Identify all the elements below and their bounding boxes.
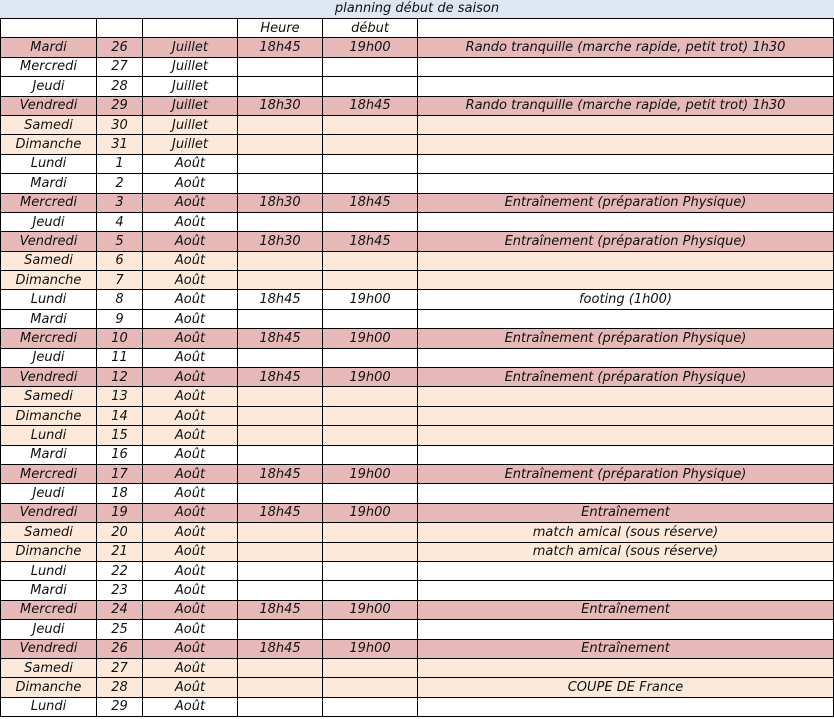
date-number-cell[interactable]: 12 (97, 368, 143, 387)
begin-time-cell[interactable]: 19h00 (323, 503, 418, 522)
activity-cell[interactable]: COUPE DE France (418, 678, 834, 697)
activity-cell[interactable] (418, 484, 834, 503)
begin-time-cell[interactable] (323, 135, 418, 154)
day-cell[interactable]: Mardi (1, 38, 97, 57)
begin-time-cell[interactable] (323, 77, 418, 96)
date-number-cell[interactable]: 23 (97, 581, 143, 600)
activity-cell[interactable]: Entraînement (préparation Physique) (418, 368, 834, 387)
date-number-cell[interactable]: 19 (97, 503, 143, 522)
activity-cell[interactable] (418, 251, 834, 270)
activity-cell[interactable]: Entraînement (préparation Physique) (418, 193, 834, 212)
month-cell[interactable]: Août (143, 658, 238, 677)
schedule-row (1, 348, 834, 367)
header-cell-heure[interactable]: Heure (238, 19, 323, 38)
begin-time-cell[interactable] (323, 620, 418, 639)
day-cell[interactable]: Jeudi (1, 348, 97, 367)
activity-cell[interactable] (418, 620, 834, 639)
schedule-row (1, 115, 834, 134)
activity-cell[interactable] (418, 174, 834, 193)
begin-time-cell[interactable] (323, 484, 418, 503)
month-cell[interactable]: Août (143, 445, 238, 464)
schedule-row (1, 96, 834, 115)
date-number-cell[interactable]: 31 (97, 135, 143, 154)
activity-cell[interactable] (418, 57, 834, 76)
start-time-cell[interactable]: 18h45 (238, 329, 323, 348)
day-cell[interactable]: Jeudi (1, 212, 97, 231)
day-cell[interactable]: Mardi (1, 445, 97, 464)
start-time-cell[interactable]: 18h45 (238, 368, 323, 387)
date-number-cell[interactable]: 6 (97, 251, 143, 270)
activity-cell[interactable] (418, 309, 834, 328)
begin-time-cell[interactable] (323, 174, 418, 193)
schedule-row (1, 329, 834, 348)
activity-cell[interactable] (418, 348, 834, 367)
schedule-row (1, 678, 834, 697)
month-cell[interactable]: Août (143, 561, 238, 580)
day-cell[interactable]: Dimanche (1, 542, 97, 561)
date-number-cell[interactable]: 4 (97, 212, 143, 231)
month-cell[interactable]: Août (143, 232, 238, 251)
start-time-cell[interactable]: 18h45 (238, 38, 323, 57)
month-cell[interactable]: Juillet (143, 115, 238, 134)
begin-time-cell[interactable] (323, 561, 418, 580)
month-cell[interactable]: Juillet (143, 77, 238, 96)
date-number-cell[interactable]: 14 (97, 406, 143, 425)
date-number-cell[interactable]: 13 (97, 387, 143, 406)
activity-cell[interactable]: match amical (sous réserve) (418, 523, 834, 542)
date-number-cell[interactable]: 5 (97, 232, 143, 251)
day-cell[interactable]: Mercredi (1, 193, 97, 212)
schedule-row (1, 639, 834, 658)
schedule-row (1, 212, 834, 231)
begin-time-cell[interactable]: 19h00 (323, 368, 418, 387)
day-cell[interactable]: Mercredi (1, 329, 97, 348)
begin-time-cell[interactable]: 18h45 (323, 96, 418, 115)
header-cell-month[interactable] (143, 19, 238, 38)
start-time-cell[interactable]: 18h45 (238, 639, 323, 658)
activity-cell[interactable] (418, 445, 834, 464)
month-cell[interactable]: Juillet (143, 57, 238, 76)
start-time-cell[interactable] (238, 658, 323, 677)
date-number-cell[interactable]: 28 (97, 678, 143, 697)
begin-time-cell[interactable] (323, 445, 418, 464)
schedule-table (0, 18, 834, 717)
start-time-cell[interactable] (238, 154, 323, 173)
schedule-row (1, 581, 834, 600)
activity-cell[interactable] (418, 271, 834, 290)
begin-time-cell[interactable]: 18h45 (323, 232, 418, 251)
month-cell[interactable]: Août (143, 368, 238, 387)
activity-cell[interactable]: match amical (sous réserve) (418, 542, 834, 561)
date-number-cell[interactable]: 10 (97, 329, 143, 348)
date-number-cell[interactable]: 22 (97, 561, 143, 580)
month-cell[interactable]: Août (143, 426, 238, 445)
start-time-cell[interactable] (238, 426, 323, 445)
activity-cell[interactable] (418, 406, 834, 425)
start-time-cell[interactable]: 18h45 (238, 503, 323, 522)
month-cell[interactable]: Août (143, 581, 238, 600)
day-cell[interactable]: Vendredi (1, 639, 97, 658)
activity-cell[interactable]: Rando tranquille (marche rapide, petit trot) 1h30 (418, 96, 834, 115)
month-cell[interactable]: Août (143, 542, 238, 561)
date-number-cell[interactable]: 27 (97, 658, 143, 677)
activity-cell[interactable] (418, 697, 834, 716)
month-cell[interactable]: Août (143, 290, 238, 309)
schedule-body (1, 19, 834, 717)
day-cell[interactable]: Samedi (1, 658, 97, 677)
activity-cell[interactable] (418, 561, 834, 580)
begin-time-cell[interactable] (323, 658, 418, 677)
schedule-row (1, 154, 834, 173)
schedule-row (1, 77, 834, 96)
start-time-cell[interactable] (238, 251, 323, 270)
month-cell[interactable]: Août (143, 523, 238, 542)
activity-cell[interactable] (418, 115, 834, 134)
start-time-cell[interactable] (238, 561, 323, 580)
start-time-cell[interactable] (238, 581, 323, 600)
start-time-cell[interactable] (238, 271, 323, 290)
day-cell[interactable]: Mardi (1, 581, 97, 600)
month-cell[interactable]: Août (143, 271, 238, 290)
date-number-cell[interactable]: 18 (97, 484, 143, 503)
date-number-cell[interactable]: 26 (97, 639, 143, 658)
month-cell[interactable]: Août (143, 464, 238, 483)
schedule-row (1, 561, 834, 580)
month-cell[interactable]: Août (143, 620, 238, 639)
schedule-row (1, 271, 834, 290)
start-time-cell[interactable] (238, 309, 323, 328)
schedule-row (1, 445, 834, 464)
activity-cell[interactable] (418, 135, 834, 154)
start-time-cell[interactable] (238, 348, 323, 367)
begin-time-cell[interactable] (323, 251, 418, 270)
start-time-cell[interactable] (238, 678, 323, 697)
day-cell[interactable]: Mardi (1, 174, 97, 193)
header-cell-debut[interactable]: début (323, 19, 418, 38)
month-cell[interactable]: Août (143, 387, 238, 406)
date-number-cell[interactable]: 26 (97, 38, 143, 57)
activity-cell[interactable]: Entraînement (418, 600, 834, 619)
begin-time-cell[interactable] (323, 115, 418, 134)
month-cell[interactable]: Août (143, 212, 238, 231)
start-time-cell[interactable] (238, 542, 323, 561)
schedule-row (1, 290, 834, 309)
month-cell[interactable]: Juillet (143, 96, 238, 115)
begin-time-cell[interactable] (323, 678, 418, 697)
begin-time-cell[interactable] (323, 406, 418, 425)
begin-time-cell[interactable]: 19h00 (323, 38, 418, 57)
begin-time-cell[interactable] (323, 271, 418, 290)
day-cell[interactable]: Vendredi (1, 503, 97, 522)
begin-time-cell[interactable] (323, 348, 418, 367)
date-number-cell[interactable]: 21 (97, 542, 143, 561)
month-cell[interactable]: Août (143, 193, 238, 212)
day-cell[interactable]: Samedi (1, 523, 97, 542)
start-time-cell[interactable] (238, 212, 323, 231)
month-cell[interactable]: Août (143, 329, 238, 348)
date-number-cell[interactable]: 30 (97, 115, 143, 134)
begin-time-cell[interactable]: 19h00 (323, 600, 418, 619)
month-cell[interactable]: Août (143, 639, 238, 658)
schedule-row (1, 232, 834, 251)
activity-cell[interactable] (418, 581, 834, 600)
begin-time-cell[interactable] (323, 542, 418, 561)
day-cell[interactable]: Dimanche (1, 678, 97, 697)
activity-cell[interactable]: Rando tranquille (marche rapide, petit trot) 1h30 (418, 38, 834, 57)
activity-cell[interactable]: Entraînement (418, 503, 834, 522)
day-cell[interactable]: Vendredi (1, 368, 97, 387)
activity-cell[interactable]: footing (1h00) (418, 290, 834, 309)
day-cell[interactable]: Mardi (1, 309, 97, 328)
day-cell[interactable]: Samedi (1, 251, 97, 270)
activity-cell[interactable]: Entraînement (préparation Physique) (418, 329, 834, 348)
date-number-cell[interactable]: 3 (97, 193, 143, 212)
month-cell[interactable]: Août (143, 154, 238, 173)
month-cell[interactable]: Août (143, 251, 238, 270)
start-time-cell[interactable] (238, 523, 323, 542)
schedule-row (1, 387, 834, 406)
activity-cell[interactable] (418, 77, 834, 96)
day-cell[interactable]: Samedi (1, 115, 97, 134)
day-cell[interactable]: Mercredi (1, 464, 97, 483)
date-number-cell[interactable]: 24 (97, 600, 143, 619)
schedule-row (1, 503, 834, 522)
day-cell[interactable]: Lundi (1, 697, 97, 716)
schedule-row (1, 406, 834, 425)
header-row (1, 19, 834, 38)
month-cell[interactable]: Août (143, 406, 238, 425)
schedule-row (1, 193, 834, 212)
header-cell-activity[interactable] (418, 19, 834, 38)
activity-cell[interactable] (418, 154, 834, 173)
begin-time-cell[interactable] (323, 426, 418, 445)
begin-time-cell[interactable] (323, 697, 418, 716)
start-time-cell[interactable] (238, 445, 323, 464)
schedule-row (1, 135, 834, 154)
date-number-cell[interactable]: 7 (97, 271, 143, 290)
schedule-row (1, 464, 834, 483)
day-cell[interactable]: Dimanche (1, 135, 97, 154)
schedule-row (1, 57, 834, 76)
start-time-cell[interactable]: 18h45 (238, 290, 323, 309)
begin-time-cell[interactable] (323, 154, 418, 173)
month-cell[interactable]: Juillet (143, 38, 238, 57)
start-time-cell[interactable] (238, 77, 323, 96)
date-number-cell[interactable]: 20 (97, 523, 143, 542)
day-cell[interactable]: Mercredi (1, 600, 97, 619)
begin-time-cell[interactable] (323, 57, 418, 76)
schedule-row (1, 542, 834, 561)
start-time-cell[interactable]: 18h30 (238, 193, 323, 212)
begin-time-cell[interactable]: 19h00 (323, 639, 418, 658)
month-cell[interactable]: Août (143, 600, 238, 619)
month-cell[interactable]: Août (143, 678, 238, 697)
day-cell[interactable]: Dimanche (1, 406, 97, 425)
activity-cell[interactable] (418, 426, 834, 445)
date-number-cell[interactable]: 15 (97, 426, 143, 445)
begin-time-cell[interactable]: 19h00 (323, 329, 418, 348)
sheet-title: planning début de saison (0, 0, 834, 19)
schedule-row (1, 309, 834, 328)
day-cell[interactable]: Jeudi (1, 484, 97, 503)
activity-cell[interactable]: Entraînement (préparation Physique) (418, 232, 834, 251)
month-cell[interactable]: Août (143, 484, 238, 503)
month-cell[interactable]: Août (143, 348, 238, 367)
schedule-row (1, 600, 834, 619)
start-time-cell[interactable] (238, 387, 323, 406)
month-cell[interactable]: Août (143, 309, 238, 328)
schedule-row (1, 38, 834, 57)
date-number-cell[interactable]: 17 (97, 464, 143, 483)
begin-time-cell[interactable]: 19h00 (323, 464, 418, 483)
day-cell[interactable]: Mercredi (1, 57, 97, 76)
date-number-cell[interactable]: 11 (97, 348, 143, 367)
activity-cell[interactable]: Entraînement (418, 639, 834, 658)
start-time-cell[interactable] (238, 174, 323, 193)
begin-time-cell[interactable]: 18h45 (323, 193, 418, 212)
begin-time-cell[interactable] (323, 212, 418, 231)
activity-cell[interactable] (418, 387, 834, 406)
header-cell-num[interactable] (97, 19, 143, 38)
schedule-row (1, 174, 834, 193)
schedule-row (1, 523, 834, 542)
start-time-cell[interactable] (238, 135, 323, 154)
day-cell[interactable]: Lundi (1, 561, 97, 580)
day-cell[interactable]: Dimanche (1, 271, 97, 290)
begin-time-cell[interactable] (323, 387, 418, 406)
day-cell[interactable]: Samedi (1, 387, 97, 406)
activity-cell[interactable] (418, 658, 834, 677)
begin-time-cell[interactable] (323, 523, 418, 542)
date-number-cell[interactable]: 2 (97, 174, 143, 193)
date-number-cell[interactable]: 29 (97, 96, 143, 115)
activity-cell[interactable] (418, 212, 834, 231)
month-cell[interactable]: Août (143, 503, 238, 522)
begin-time-cell[interactable] (323, 581, 418, 600)
start-time-cell[interactable] (238, 697, 323, 716)
schedule-row (1, 620, 834, 639)
day-cell[interactable]: Vendredi (1, 96, 97, 115)
date-number-cell[interactable]: 29 (97, 697, 143, 716)
date-number-cell[interactable]: 27 (97, 57, 143, 76)
begin-time-cell[interactable] (323, 309, 418, 328)
date-number-cell[interactable]: 9 (97, 309, 143, 328)
start-time-cell[interactable] (238, 57, 323, 76)
start-time-cell[interactable]: 18h30 (238, 96, 323, 115)
start-time-cell[interactable]: 18h30 (238, 232, 323, 251)
schedule-row (1, 658, 834, 677)
date-number-cell[interactable]: 16 (97, 445, 143, 464)
schedule-row (1, 368, 834, 387)
start-time-cell[interactable] (238, 115, 323, 134)
header-cell-day[interactable] (1, 19, 97, 38)
day-cell[interactable]: Vendredi (1, 232, 97, 251)
month-cell[interactable]: Juillet (143, 135, 238, 154)
start-time-cell[interactable]: 18h45 (238, 464, 323, 483)
day-cell[interactable]: Jeudi (1, 77, 97, 96)
schedule-row (1, 426, 834, 445)
activity-cell[interactable]: Entraînement (préparation Physique) (418, 464, 834, 483)
day-cell[interactable]: Jeudi (1, 620, 97, 639)
month-cell[interactable]: Août (143, 697, 238, 716)
date-number-cell[interactable]: 25 (97, 620, 143, 639)
date-number-cell[interactable]: 1 (97, 154, 143, 173)
start-time-cell[interactable] (238, 484, 323, 503)
month-cell[interactable]: Août (143, 174, 238, 193)
begin-time-cell[interactable]: 19h00 (323, 290, 418, 309)
schedule-row (1, 251, 834, 270)
day-cell[interactable]: Lundi (1, 290, 97, 309)
schedule-row (1, 484, 834, 503)
start-time-cell[interactable] (238, 620, 323, 639)
day-cell[interactable]: Lundi (1, 426, 97, 445)
schedule-row (1, 697, 834, 716)
date-number-cell[interactable]: 28 (97, 77, 143, 96)
date-number-cell[interactable]: 8 (97, 290, 143, 309)
start-time-cell[interactable] (238, 406, 323, 425)
start-time-cell[interactable]: 18h45 (238, 600, 323, 619)
day-cell[interactable]: Lundi (1, 154, 97, 173)
